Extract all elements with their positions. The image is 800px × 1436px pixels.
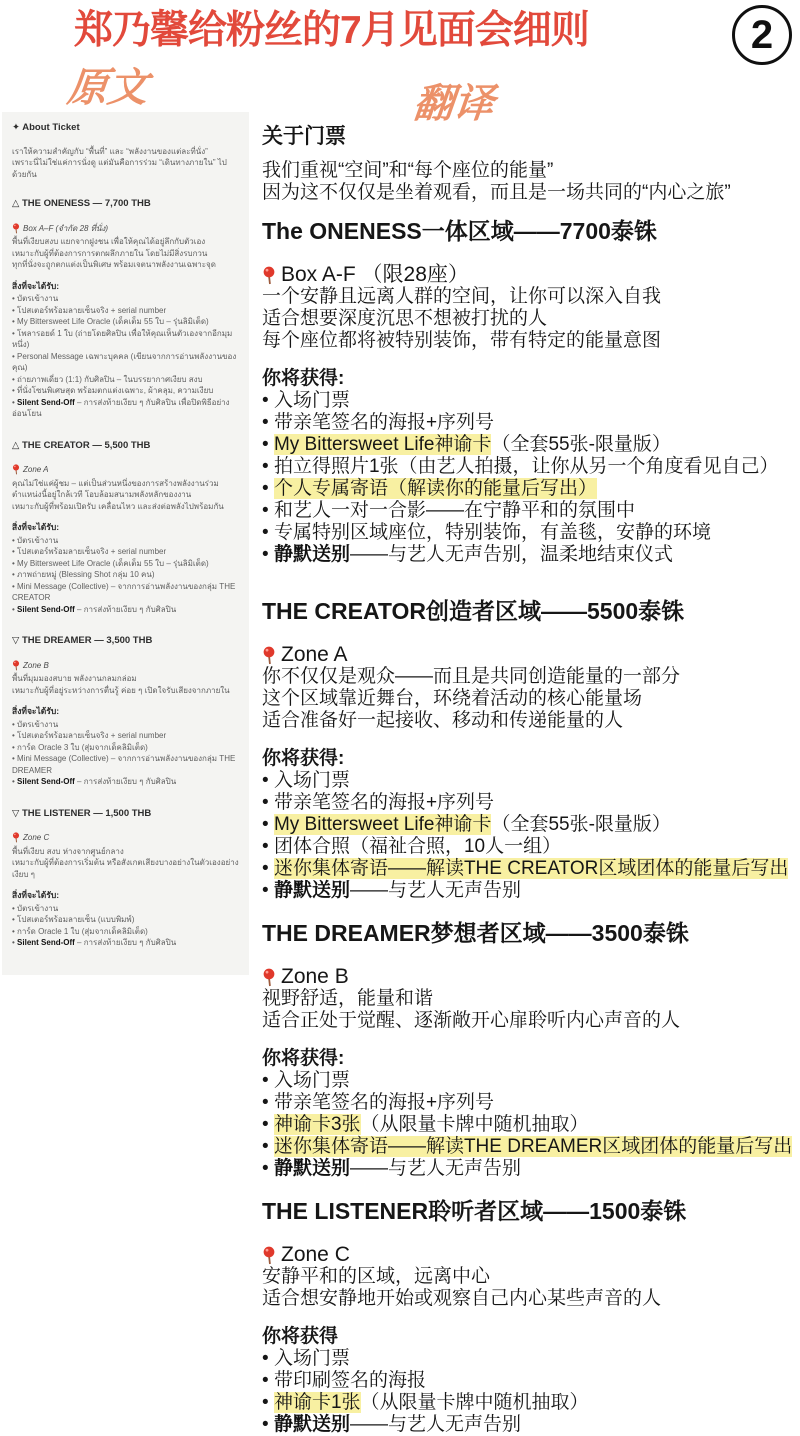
text-segment: 入场门票 — [273, 770, 350, 791]
bullet-icon: • — [12, 754, 18, 763]
bullet-icon: • — [12, 535, 18, 545]
bullet-icon: • — [262, 544, 274, 565]
original-column-label: 原文 — [65, 66, 150, 110]
bullet-icon: • — [12, 570, 18, 579]
benefit-item — [262, 478, 798, 500]
bullet-icon: • — [12, 374, 18, 384]
text-segment: 神谕卡1张 — [273, 1392, 361, 1413]
benefit-item — [12, 903, 240, 915]
page-title: 郑乃馨给粉丝的7月见面会细则 — [74, 9, 589, 52]
text-segment: ภาพถ่ายหมู่ (Blessing Shot กลุ่ม 10 คน) — [17, 570, 155, 579]
text-segment: Silent Send-Off — [17, 938, 75, 947]
bullet-icon: • — [262, 858, 274, 879]
zone-line — [12, 464, 240, 476]
bullet-icon: • — [12, 581, 18, 591]
text-segment: 带亲笔签名的海报+序列号 — [273, 792, 495, 813]
text-segment: โปสเตอร์พร้อมลายเซ็นจริง + serial number — [17, 731, 167, 740]
ticket-section — [262, 598, 798, 902]
receive-label: สิ่งที่จะได้รับ: — [12, 706, 60, 716]
star-icon: ✦ — [12, 122, 20, 133]
map-pin-icon — [12, 660, 20, 671]
benefit-item — [12, 351, 240, 374]
text-segment: การ์ด Oracle 3 ใบ (สุ่มจากเด็คลิมิเต็ด) — [17, 742, 148, 752]
text-segment: 神谕卡3张 — [273, 1114, 361, 1135]
bullet-icon: • — [262, 1158, 274, 1179]
bullet-icon: • — [12, 604, 18, 614]
bullet-icon: • — [262, 478, 274, 499]
zone-description: พื้นที่เงียบสงบ แยกจากฝูงชน เพื่อให้คุณได้อยู่ลึกกับตัวเอง เหมาะกับผู้ที่ต้องการการตกผลึกภายใน โดยไม่มีสิ่งรบกวน ทุกที่นั่งจะถูกตกแต่งเป็นพิเศษ พร้อมเจตนาพลังงานเฉพาะจุด — [12, 237, 216, 269]
receive-label: สิ่งที่จะได้รับ: — [12, 280, 60, 291]
zone-description: 安静平和的区域，远离中心 适合想安静地开始或观察自己内心某些声音的人 — [262, 1266, 662, 1309]
text-segment: 团体合照（福祉合照，10人一组） — [273, 836, 562, 857]
zone-line — [262, 264, 798, 286]
map-pin-icon — [262, 646, 276, 665]
text-segment: โพลารอยด์ 1 ใบ (ถ่ายโดยศิลปิน เพื่อให้คุณเห็นตัวเองจากอีกมุมหนึ่ง) — [12, 328, 233, 349]
zone-description: คุณไม่ใช่แค่ผู้ชม – แต่เป็นส่วนหนึ่งของการสร้างพลังงานร่วม ตำแหน่งนี้อยู่ใกล้เวที โอบล้อมสนามพลังหลักของงาน เหมาะกับผู้ที่พร้อมเปิดรับ เคลื่อนไหว และส่งต่อพลังไปพร้อมกัน — [12, 478, 224, 511]
bullet-icon: • — [262, 456, 274, 477]
text-segment: 带亲笔签名的海报+序列号 — [273, 412, 495, 433]
bullet-icon: • — [12, 777, 18, 786]
benefit-item — [12, 742, 240, 754]
benefit-item — [12, 719, 240, 731]
map-pin-icon — [12, 464, 20, 475]
section-heading: The ONENESS一体区域——7700泰铢 — [262, 218, 657, 244]
text-segment: – การส่งท้ายเงียบ ๆ กับศิลปิน — [74, 777, 177, 786]
benefit-item — [12, 569, 240, 581]
bullet-icon: • — [12, 547, 18, 556]
zone-description: 你不仅仅是观众——而且是共同创造能量的一部分 这个区域靠近舞台，环绕着活动的核心能量场 适合准备好一起接收、移动和传递能量的人 — [262, 666, 681, 731]
bullet-icon: • — [262, 434, 274, 455]
benefit-item — [12, 397, 240, 420]
bullet-icon: • — [262, 1348, 274, 1369]
zone-label: Box A–F (จำกัด 28 ที่นั่ง) — [23, 223, 108, 233]
benefit-item — [12, 914, 240, 926]
text-segment: ที่นั่งโซนพิเศษสุด พร้อมตกแต่งเฉพาะ, ผ้าคลุม, ความเงียบ — [17, 386, 214, 395]
text-segment: ——与艺人无声告别 — [349, 880, 521, 901]
benefit-item — [262, 1414, 798, 1436]
zone-label: Box A-F （限28座） — [281, 263, 469, 286]
benefit-item — [12, 385, 240, 397]
benefit-item — [262, 1092, 798, 1114]
map-pin-icon — [262, 1246, 276, 1265]
text-segment: 静默送别 — [273, 1414, 350, 1435]
bullet-icon: • — [12, 294, 18, 303]
benefit-item — [12, 305, 240, 317]
zone-line — [12, 223, 240, 235]
text-segment: Personal Message เฉพาะบุคคล (เขียนจากการอ่านพลังงานของคุณ) — [12, 351, 237, 372]
translation-chinese-column — [262, 126, 798, 1436]
ticket-section — [12, 635, 240, 788]
text-segment: 迷你集体寄语——解读THE CREATOR区域团体的能量后写出 — [273, 858, 789, 879]
map-pin-icon — [12, 223, 20, 234]
text-segment: บัตรเข้างาน — [17, 903, 59, 913]
bullet-icon: • — [12, 397, 18, 407]
benefit-item — [12, 374, 240, 386]
text-segment: Mini Message (Collective) – จากการอ่านพลังงานของกลุ่ม THE DREAMER — [12, 754, 236, 775]
text-segment: 入场门票 — [273, 1348, 350, 1369]
bullet-icon: • — [12, 926, 18, 936]
benefit-item — [262, 522, 798, 544]
benefit-item — [12, 604, 240, 616]
bullet-icon: • — [262, 1370, 274, 1391]
text-segment: Mini Message (Collective) – จากการอ่านพลังงานของกลุ่ม THE CREATOR — [12, 581, 236, 602]
panel-header: 关于门票 — [262, 125, 346, 148]
receive-label: 你将获得: — [262, 368, 345, 389]
benefit-item — [262, 1136, 798, 1158]
text-segment: 入场门票 — [273, 1070, 350, 1091]
text-segment: บัตรเข้างาน — [17, 294, 59, 303]
benefit-item — [12, 293, 240, 305]
text-segment: Silent Send-Off — [17, 397, 75, 407]
text-segment: My Bittersweet Life Oracle (เด็คเต็ม 55 ใบ – รุ่นลิมิเต็ด) — [17, 317, 209, 326]
zone-label: Zone A — [23, 465, 49, 474]
bullet-icon: • — [12, 719, 18, 729]
zone-description: 一个安静且远离人群的空间，让你可以深入自我 适合想要深度沉思不想被打扰的人 每个座位都将被特别装饰，带有特定的能量意图 — [262, 286, 662, 351]
zone-label: Zone B — [23, 660, 49, 670]
bullet-icon: • — [262, 1070, 274, 1091]
bullet-icon: • — [262, 412, 274, 433]
panel-header — [12, 122, 240, 134]
benefit-list — [12, 535, 240, 616]
text-segment: 和艺人一对一合影——在宁静平和的氛围中 — [273, 500, 635, 521]
benefit-item — [12, 753, 240, 776]
translation-column-label: 翻译 — [411, 82, 496, 126]
original-thai-panel — [2, 112, 249, 975]
benefit-item — [262, 412, 798, 434]
map-pin-icon — [262, 968, 276, 987]
zone-line — [262, 966, 798, 988]
benefit-item — [262, 770, 798, 792]
benefit-item — [12, 730, 240, 742]
text-segment: Silent Send-Off — [17, 604, 75, 614]
text-segment: （从限量卡牌中随机抽取） — [360, 1114, 589, 1135]
benefit-item — [262, 858, 798, 880]
text-segment: โปสเตอร์พร้อมลายเซ็นจริง + serial number — [17, 305, 167, 315]
receive-label: สิ่งที่จะได้รับ: — [12, 890, 60, 900]
text-segment: （从限量卡牌中随机抽取） — [360, 1392, 589, 1413]
bullet-icon: • — [262, 1136, 274, 1157]
benefit-list — [12, 903, 240, 949]
text-segment: 带印刷签名的海报 — [273, 1370, 426, 1391]
zone-line — [12, 832, 240, 844]
benefit-item — [262, 792, 798, 814]
text-segment: ——与艺人无声告别 — [349, 1158, 521, 1179]
text-segment: My Bittersweet Life神谕卡 — [273, 814, 492, 835]
section-heading: △ THE CREATOR — 5,500 THB — [12, 439, 151, 451]
benefit-list — [12, 293, 240, 420]
benefit-item — [12, 328, 240, 351]
section-heading: THE CREATOR创造者区域——5500泰铢 — [262, 598, 685, 624]
text-segment: （全套55张-限量版） — [491, 434, 671, 455]
original-sections — [12, 198, 240, 949]
zone-description: พื้นที่เงียบ สงบ ห่างจากศูนย์กลาง เหมาะกับผู้ที่ต้องการเริ่มต้น หรือสังเกตเสียงบางอย่างในตัวเองอย่างเงียบ ๆ — [12, 846, 239, 879]
ticket-section — [262, 218, 798, 566]
text-segment: My Bittersweet Life Oracle (เด็คเต็ม 55 ใบ – รุ่นลิมิเต็ด) — [17, 558, 209, 568]
bullet-icon: • — [262, 1114, 274, 1135]
benefit-item — [262, 1114, 798, 1136]
bullet-icon: • — [262, 814, 274, 835]
benefit-item — [12, 558, 240, 570]
text-segment: – การส่งท้ายเงียบ ๆ กับศิลปิน เพื่อปิดพิธีอย่างอ่อนโยน — [12, 397, 230, 418]
bullet-icon: • — [262, 880, 274, 901]
zone-label: Zone A — [281, 643, 348, 666]
benefit-item — [262, 880, 798, 902]
text-segment: – การส่งท้ายเงียบ ๆ กับศิลปิน — [74, 604, 177, 614]
zone-line — [12, 660, 240, 672]
receive-label: สิ่งที่จะได้รับ: — [12, 522, 60, 532]
benefit-item — [262, 434, 798, 456]
text-segment: โปสเตอร์พร้อมลายเซ็น (แบบพิมพ์) — [17, 915, 135, 924]
section-heading: ▽ THE DREAMER — 3,500 THB — [12, 635, 153, 646]
bullet-icon: • — [262, 770, 274, 791]
section-heading: THE LISTENER聆听者区域——1500泰铢 — [262, 1198, 687, 1224]
bullet-icon: • — [12, 317, 18, 326]
panel-header-label: About Ticket — [22, 122, 80, 133]
zone-label: Zone C — [281, 1243, 350, 1266]
bullet-icon: • — [12, 386, 18, 395]
bullet-icon: • — [262, 836, 274, 857]
text-segment: 拍立得照片1张（由艺人拍摄，让你从另一个角度看见自己） — [273, 456, 779, 477]
benefit-item — [262, 814, 798, 836]
benefit-item — [12, 535, 240, 547]
bullet-icon: • — [12, 351, 18, 361]
benefit-item — [262, 1370, 798, 1392]
benefit-item — [262, 1392, 798, 1414]
benefit-item — [262, 1348, 798, 1370]
text-segment: ——与艺人无声告别，温柔地结束仪式 — [349, 544, 673, 565]
text-segment: 静默送别 — [273, 544, 350, 565]
text-segment: บัตรเข้างาน — [17, 719, 59, 729]
intro-paragraph: เราให้ความสำคัญกับ “พื้นที่” และ “พลังงานของแต่ละที่นั่ง” เพราะนี่ไม่ใช่แค่การนั่งดู แต่มันคือการร่วม “เดินทางภายใน” ไปด้วยกัน — [12, 146, 227, 179]
receive-label: 你将获得: — [262, 1048, 345, 1069]
bullet-icon: • — [12, 903, 18, 913]
page-number-badge: 2 — [732, 5, 792, 65]
text-segment: 迷你集体寄语——解读THE DREAMER区域团体的能量后写出 — [273, 1136, 793, 1157]
benefit-item — [262, 500, 798, 522]
benefit-item — [262, 1158, 798, 1180]
ticket-section — [262, 1198, 798, 1436]
bullet-icon: • — [262, 1092, 274, 1113]
text-segment: Silent Send-Off — [17, 777, 75, 786]
zone-line — [262, 644, 798, 666]
benefit-item — [262, 544, 798, 566]
ticket-section — [12, 440, 240, 616]
text-segment: – การส่งท้ายเงียบ ๆ กับศิลปิน — [74, 938, 177, 947]
benefit-item — [262, 456, 798, 478]
bullet-icon: • — [12, 328, 18, 338]
text-segment: การ์ด Oracle 1 ใบ (สุ่มจากเด็คลิมิเต็ด) — [17, 926, 148, 936]
text-segment: 个人专属寄语（解读你的能量后写出） — [273, 478, 597, 499]
bullet-icon: • — [262, 1392, 274, 1413]
ticket-section — [12, 808, 240, 949]
section-heading: ▽ THE LISTENER — 1,500 THB — [12, 807, 152, 819]
benefit-item — [262, 836, 798, 858]
benefit-item — [262, 390, 798, 412]
intro-paragraph: 我们重视“空间”和“每个座位的能量” 因为这不仅仅是坐着观看，而且是一场共同的“内心之旅” — [262, 160, 731, 203]
map-pin-icon — [12, 832, 20, 843]
ticket-section — [12, 198, 240, 420]
benefit-list — [12, 719, 240, 788]
section-heading: △ THE ONENESS — 7,700 THB — [12, 198, 151, 209]
bullet-icon: • — [262, 500, 274, 521]
text-segment: 入场门票 — [273, 390, 350, 411]
receive-label: 你将获得: — [262, 748, 345, 769]
text-segment: โปสเตอร์พร้อมลายเซ็นจริง + serial number — [17, 547, 167, 556]
ticket-section — [262, 920, 798, 1180]
zone-description: พื้นที่มุมมองสบาย พลังงานกลมกล่อม เหมาะกับผู้ที่อยู่ระหว่างการตื่นรู้ ค่อย ๆ เปิดใจรับเสียงจากภายใน — [12, 674, 230, 695]
text-segment: （全套55张-限量版） — [491, 814, 671, 835]
text-segment: ถ่ายภาพเดี่ยว (1:1) กับศิลปิน – ในบรรยากาศเงียบ สงบ — [17, 374, 203, 384]
section-heading: THE DREAMER梦想者区域——3500泰铢 — [262, 920, 689, 946]
zone-label: Zone B — [281, 965, 349, 988]
map-pin-icon — [262, 266, 276, 285]
text-segment: 静默送别 — [273, 1158, 350, 1179]
bullet-icon: • — [262, 522, 274, 543]
bullet-icon: • — [262, 390, 274, 411]
benefit-item — [12, 316, 240, 328]
bullet-icon: • — [12, 742, 18, 752]
zone-label: Zone C — [23, 833, 50, 842]
text-segment: 静默送别 — [273, 880, 350, 901]
benefit-list — [262, 1070, 798, 1180]
bullet-icon: • — [12, 558, 18, 568]
zone-description: 视野舒适，能量和谐 适合正处于觉醒、逐渐敞开心扉聆听内心声音的人 — [262, 988, 681, 1031]
benefit-item — [12, 581, 240, 604]
benefit-item — [12, 937, 240, 949]
benefit-item — [12, 776, 240, 788]
bullet-icon: • — [12, 938, 18, 947]
receive-label: 你将获得 — [262, 1326, 339, 1347]
text-segment: 专属特别区域座位，特别装饰，有盖毯，安静的环境 — [273, 522, 711, 543]
benefit-item — [262, 1070, 798, 1092]
text-segment: ——与艺人无声告别 — [349, 1414, 521, 1435]
text-segment: My Bittersweet Life神谕卡 — [273, 434, 492, 455]
translation-sections — [262, 218, 798, 1436]
benefit-list — [262, 770, 798, 902]
bullet-icon: • — [262, 792, 274, 813]
bullet-icon: • — [262, 1414, 274, 1435]
bullet-icon: • — [12, 915, 18, 924]
bullet-icon: • — [12, 731, 18, 740]
benefit-item — [12, 926, 240, 938]
text-segment: บัตรเข้างาน — [17, 535, 59, 545]
benefit-item — [12, 546, 240, 558]
bullet-icon: • — [12, 305, 18, 315]
zone-line — [262, 1244, 798, 1266]
text-segment: 带亲笔签名的海报+序列号 — [273, 1092, 495, 1113]
benefit-list — [262, 390, 798, 566]
